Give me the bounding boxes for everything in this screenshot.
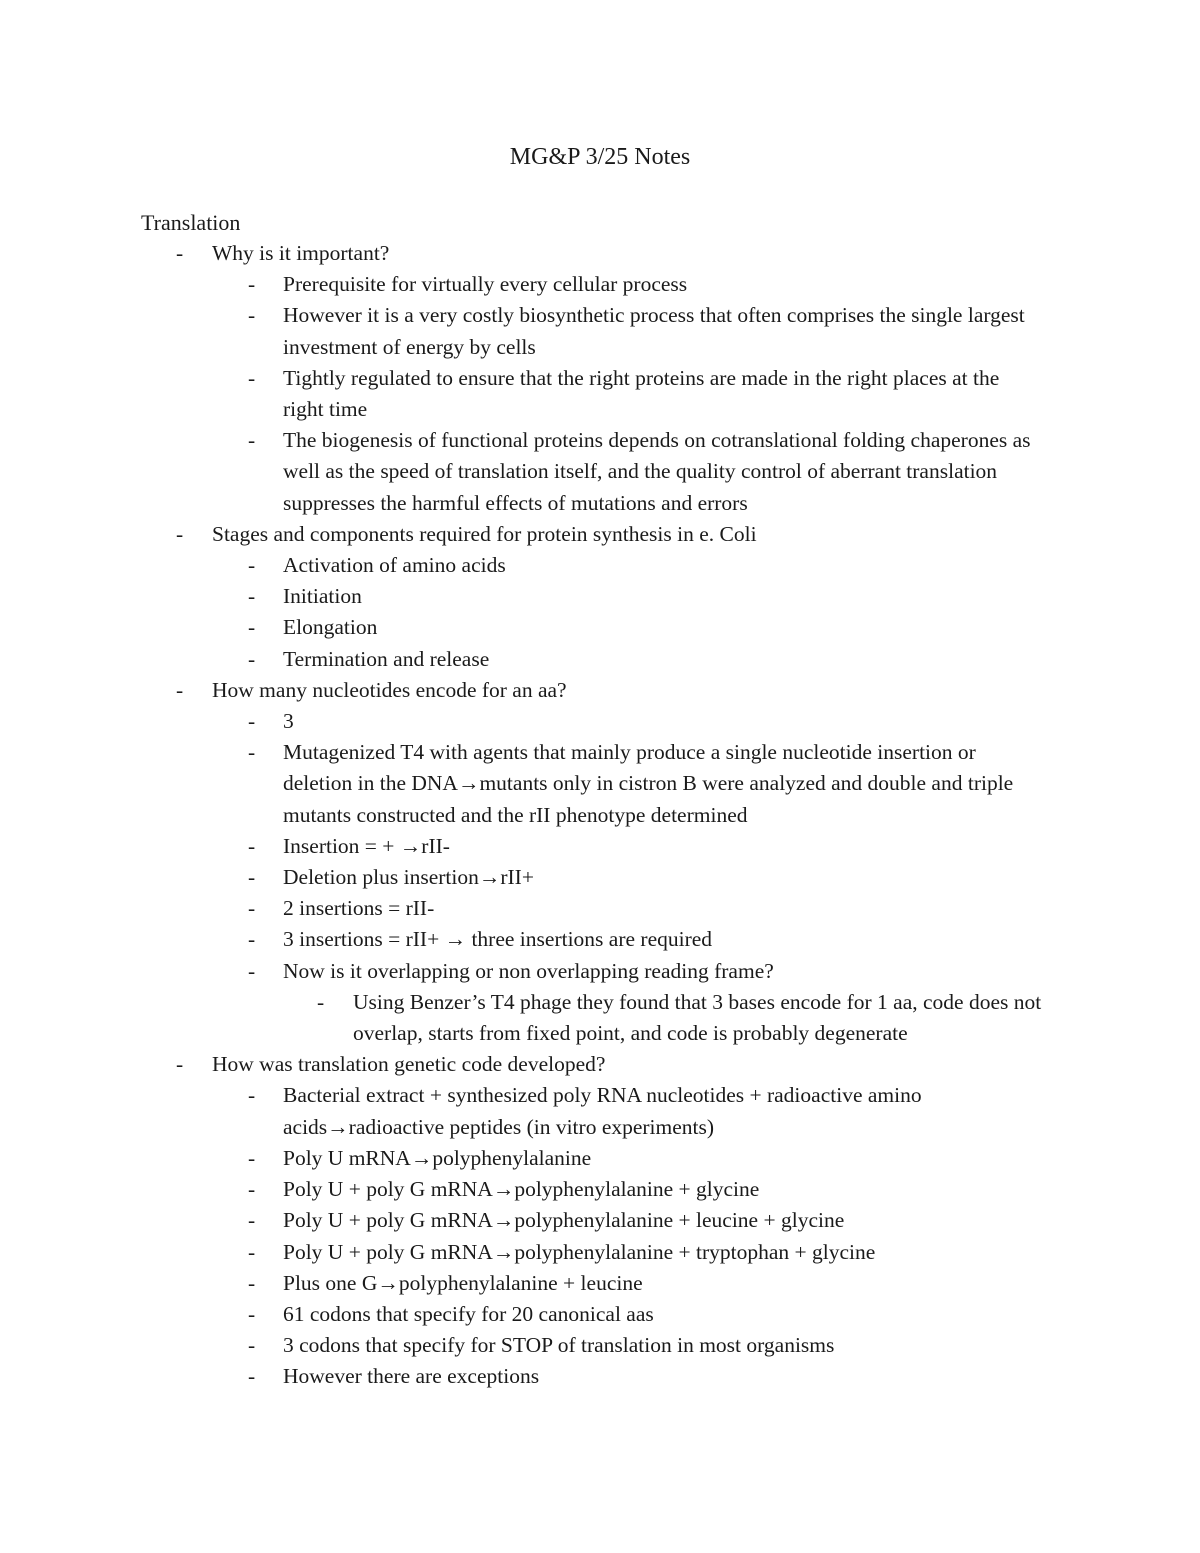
outline-item-text: However it is a very costly biosynthetic process that often comprises the single largest investment of energy by cells: [283, 303, 1025, 359]
outline-item-level-2: [0, 550, 1043, 581]
outline-item-text: Insertion = + →rII-: [283, 833, 450, 858]
bullet-dash: -: [248, 1301, 256, 1326]
bullet-dash: -: [248, 615, 256, 640]
bullet-dash: -: [248, 584, 256, 609]
bullet-dash: -: [248, 1333, 256, 1358]
document-title: MG&P 3/25 Notes: [509, 144, 691, 170]
bullet-dash: -: [248, 646, 256, 671]
bullet-dash: -: [248, 1208, 256, 1233]
bullet-dash: -: [248, 428, 256, 453]
outline-item-text: Mutagenized T4 with agents that mainly produce a single nucleotide insertion or deletion in the DNA→mutants only in cistron B were analyzed and double and triple mutants constructed and the rII phenotype determined: [283, 740, 1014, 827]
bullet-dash: -: [248, 865, 256, 890]
outline-item-text: However there are exceptions: [283, 1364, 540, 1389]
outline-item-level-2: [0, 1174, 1043, 1205]
outline-item-level-2: [0, 269, 1043, 300]
outline-item-text: Elongation: [283, 615, 378, 640]
bullet-dash: -: [248, 303, 256, 328]
outline-item-text: 3 codons that specify for STOP of translation in most organisms: [283, 1333, 835, 1358]
bullet-dash: -: [248, 365, 256, 390]
outline-item-level-2: [0, 1080, 1043, 1142]
outline-item-level-2: [0, 1361, 1043, 1392]
bullet-dash: -: [248, 927, 256, 952]
outline-item-text: Initiation: [283, 584, 362, 609]
outline-item-level-2: [0, 644, 1043, 675]
bullet-dash: -: [248, 1364, 256, 1389]
outline-item-level-3: [0, 987, 1053, 1049]
outline-item-level-2: [0, 831, 1043, 862]
outline-item-text: Poly U + poly G mRNA→polyphenylalanine + glycine: [283, 1177, 760, 1202]
notes-outline: [0, 238, 1200, 1393]
outline-item-level-2: [0, 862, 1043, 893]
bullet-dash: -: [248, 272, 256, 297]
outline-item-text: Now is it overlapping or non overlapping reading frame?: [283, 958, 774, 983]
outline-item-level-2: [0, 1205, 1043, 1236]
bullet-dash: -: [248, 896, 256, 921]
outline-item-text: Termination and release: [283, 646, 490, 671]
outline-item-text: Activation of amino acids: [283, 553, 506, 578]
outline-item-level-2: [0, 425, 1043, 519]
outline-item-level-2: [0, 924, 1043, 955]
outline-item-level-1: [0, 1049, 1042, 1080]
outline-item-text: How was translation genetic code developed?: [212, 1052, 606, 1077]
outline-item-text: 61 codons that specify for 20 canonical aas: [283, 1301, 654, 1326]
bullet-dash: -: [176, 241, 184, 265]
outline-item-text: 2 insertions = rII-: [283, 896, 435, 921]
bullet-dash: -: [248, 740, 256, 765]
outline-item-level-1: [0, 238, 1042, 269]
outline-item-text: Deletion plus insertion→rII+: [283, 865, 534, 890]
bullet-dash: -: [248, 553, 256, 578]
bullet-dash: -: [248, 709, 256, 734]
bullet-dash: -: [248, 1270, 256, 1295]
bullet-dash: -: [248, 1239, 256, 1264]
bullet-dash: -: [176, 521, 184, 546]
outline-item-level-2: [0, 1268, 1043, 1299]
bullet-dash: -: [176, 1052, 184, 1077]
outline-item-text: Bacterial extract + synthesized poly RNA nucleotides + radioactive amino acids→radioactive peptides (in vitro experiments): [283, 1083, 922, 1139]
outline-item-text: Poly U + poly G mRNA→polyphenylalanine + tryptophan + glycine: [283, 1239, 876, 1264]
outline-item-text: The biogenesis of functional proteins depends on cotranslational folding chaperones as well as the speed of translation itself, and the quality control of aberrant translation suppresses the harmful effects of mutations and errors: [283, 428, 1031, 515]
outline-item-level-2: [0, 1237, 1043, 1268]
outline-item-level-2: [0, 893, 1043, 924]
outline-item-text: Poly U + poly G mRNA→polyphenylalanine + leucine + glycine: [283, 1208, 845, 1233]
outline-item-level-2: [0, 612, 1043, 643]
bullet-dash: -: [248, 833, 256, 858]
bullet-dash: -: [176, 677, 184, 702]
outline-item-text: Using Benzer’s T4 phage they found that 3 bases encode for 1 aa, code does not overlap, starts from fixed point, and code is probably degenerate: [353, 989, 1042, 1046]
outline-item-level-1: [0, 675, 1042, 706]
outline-item-level-2: [0, 1299, 1043, 1330]
outline-item-text: How many nucleotides encode for an aa?: [212, 677, 567, 702]
outline-item-text: Why is it important?: [212, 241, 390, 265]
outline-item-text: 3: [283, 709, 294, 734]
outline-item-text: Tightly regulated to ensure that the right proteins are made in the right places at the right time: [283, 365, 1000, 422]
outline-item-text: 3 insertions = rII+ → three insertions are required: [283, 927, 713, 952]
outline-item-text: Prerequisite for virtually every cellular process: [283, 272, 688, 297]
outline-item-level-2: [0, 581, 1043, 612]
bullet-dash: -: [317, 989, 325, 1014]
outline-item-text: Poly U mRNA→polyphenylalanine: [283, 1145, 592, 1170]
bullet-dash: -: [248, 1177, 256, 1202]
outline-item-level-2: [0, 737, 1043, 831]
outline-item-level-2: [0, 300, 1043, 362]
outline-item-text: Stages and components required for protein synthesis in e. Coli: [212, 521, 757, 546]
outline-item-level-2: [0, 956, 1043, 987]
bullet-dash: -: [248, 1083, 256, 1108]
outline-item-level-2: [0, 363, 1043, 425]
section-heading: Translation: [141, 210, 241, 235]
bullet-dash: -: [248, 958, 256, 983]
bullet-dash: -: [248, 1145, 256, 1170]
outline-item-text: Plus one G→polyphenylalanine + leucine: [283, 1270, 643, 1295]
outline-item-level-1: [0, 519, 1042, 550]
outline-item-level-2: [0, 1143, 1043, 1174]
outline-item-level-2: [0, 1330, 1043, 1361]
outline-item-level-2: [0, 706, 1043, 737]
